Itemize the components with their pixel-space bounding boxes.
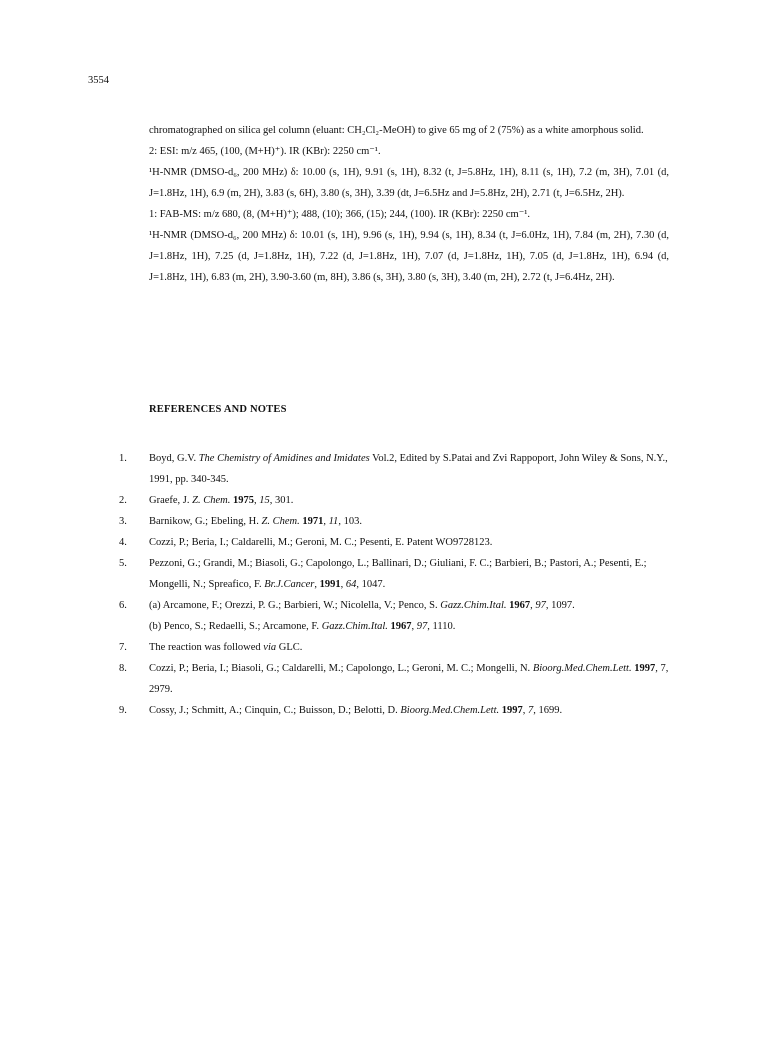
reference-item [119, 700, 669, 721]
reference-text: Barnikow, G.; Ebeling, H. Z. Chem. 1971, 11, 103. [149, 516, 362, 527]
reference-item [119, 637, 669, 658]
reference-text: Cossy, J.; Schmitt, A.; Cinquin, C.; Buisson, D.; Belotti, D. Bioorg.Med.Chem.Lett. 1997, 7, 1699. [149, 705, 563, 716]
reference-number: 5. [119, 558, 127, 569]
references-list [119, 448, 669, 721]
page-number: 3554 [88, 75, 109, 86]
reference-number: 3. [119, 516, 127, 527]
reference-item [119, 448, 669, 490]
reference-number: 1. [119, 453, 127, 464]
paragraph-compound-2-ms: 2: ESI: m/z 465, (100, (M+H)⁺). IR (KBr): 2250 cm⁻¹. [149, 146, 381, 157]
reference-text: Graefe, J. Z. Chem. 1975, 15, 301. [149, 495, 294, 506]
reference-text: The reaction was followed via GLC. [149, 642, 303, 653]
reference-number: 2. [119, 495, 127, 506]
paragraph-compound-2-nmr: ¹H-NMR (DMSO-d₆, 200 MHz) δ: 10.00 (s, 1H), 9.91 (s, 1H), 8.32 (t, J=5.8Hz, 1H), 8.11 (s, 1H), 7.2 (m, 3H), 7.01 (d, J=1.8Hz, 1H), 6.9 (m, 2H), 3.83 (s, 6H), 3.80 (s, 3H), 3.39 (dt, J=6.5Hz and J=5.8Hz, 2H), 2.71 (t, J=6.5Hz, 2H). [149, 167, 669, 199]
reference-item [119, 553, 669, 595]
experimental-text [149, 120, 669, 288]
reference-text: Cozzi, P.; Beria, I.; Biasoli, G.; Caldarelli, M.; Capolongo, L.; Geroni, M. C.; Mongelli, N. Bioorg.Med.Chem.Lett. 1997, 7, 2979. [149, 663, 669, 695]
reference-text: Boyd, G.V. The Chemistry of Amidines and Imidates Vol.2, Edited by S.Patai and Zvi Rappoport, John Wiley & Sons, N.Y., 1991, pp. 340-345. [149, 453, 668, 485]
reference-number: 9. [119, 705, 127, 716]
paragraph-compound-1-ms: 1: FAB-MS: m/z 680, (8, (M+H)⁺); 488, (10); 366, (15); 244, (100). IR (KBr): 2250 cm⁻¹. [149, 209, 531, 220]
reference-number: 7. [119, 642, 127, 653]
reference-item [119, 511, 669, 532]
reference-item [119, 595, 669, 637]
reference-number: 8. [119, 663, 127, 674]
paragraph-chromatography: chromatographed on silica gel column (eluant: CH₂Cl₂-MeOH) to give 65 mg of 2 (75%) as a white amorphous solid. [149, 125, 644, 136]
reference-text: Cozzi, P.; Beria, I.; Caldarelli, M.; Geroni, M. C.; Pesenti, E. Patent WO9728123. [149, 537, 493, 548]
references-heading: REFERENCES AND NOTES [149, 404, 287, 415]
paragraph-compound-1-nmr: ¹H-NMR (DMSO-d₆, 200 MHz) δ: 10.01 (s, 1H), 9.96 (s, 1H), 9.94 (s, 1H), 8.34 (t, J=6.0Hz, 1H), 7.84 (m, 2H), 7.30 (d, J=1.8Hz, 1H), 7.25 (d, J=1.8Hz, 1H), 7.22 (d, J=1.8Hz, 1H), 7.07 (d, J=1.8Hz, 1H), 7.05 (d, J=1.8Hz, 1H), 6.94 (d, J=1.8Hz, 1H), 6.83 (m, 2H), 3.90-3.60 (m, 8H), 3.86 (s, 3H), 3.80 (s, 3H), 3.40 (m, 2H), 2.72 (t, J=6.4Hz, 2H). [149, 230, 669, 283]
reference-item [119, 658, 669, 700]
reference-item [119, 532, 669, 553]
reference-text: Pezzoni, G.; Grandi, M.; Biasoli, G.; Capolongo, L.; Ballinari, D.; Giuliani, F. C.; Barbieri, B.; Pastori, A.; Pesenti, E.; Mongelli, N.; Spreafico, F. Br.J.Cancer, 1991, 64, 1047. [149, 558, 647, 590]
reference-item [119, 490, 669, 511]
reference-number: 6. [119, 600, 127, 611]
reference-number: 4. [119, 537, 127, 548]
reference-text: (a) Arcamone, F.; Orezzi, P. G.; Barbieri, W.; Nicolella, V.; Penco, S. Gazz.Chim.Ital. 1967, 97, 1097. (b) Penco, S.; Redaelli, S.; Arcamone, F. Gazz.Chim.Ital. 1967, 97, 1110. [149, 600, 575, 632]
